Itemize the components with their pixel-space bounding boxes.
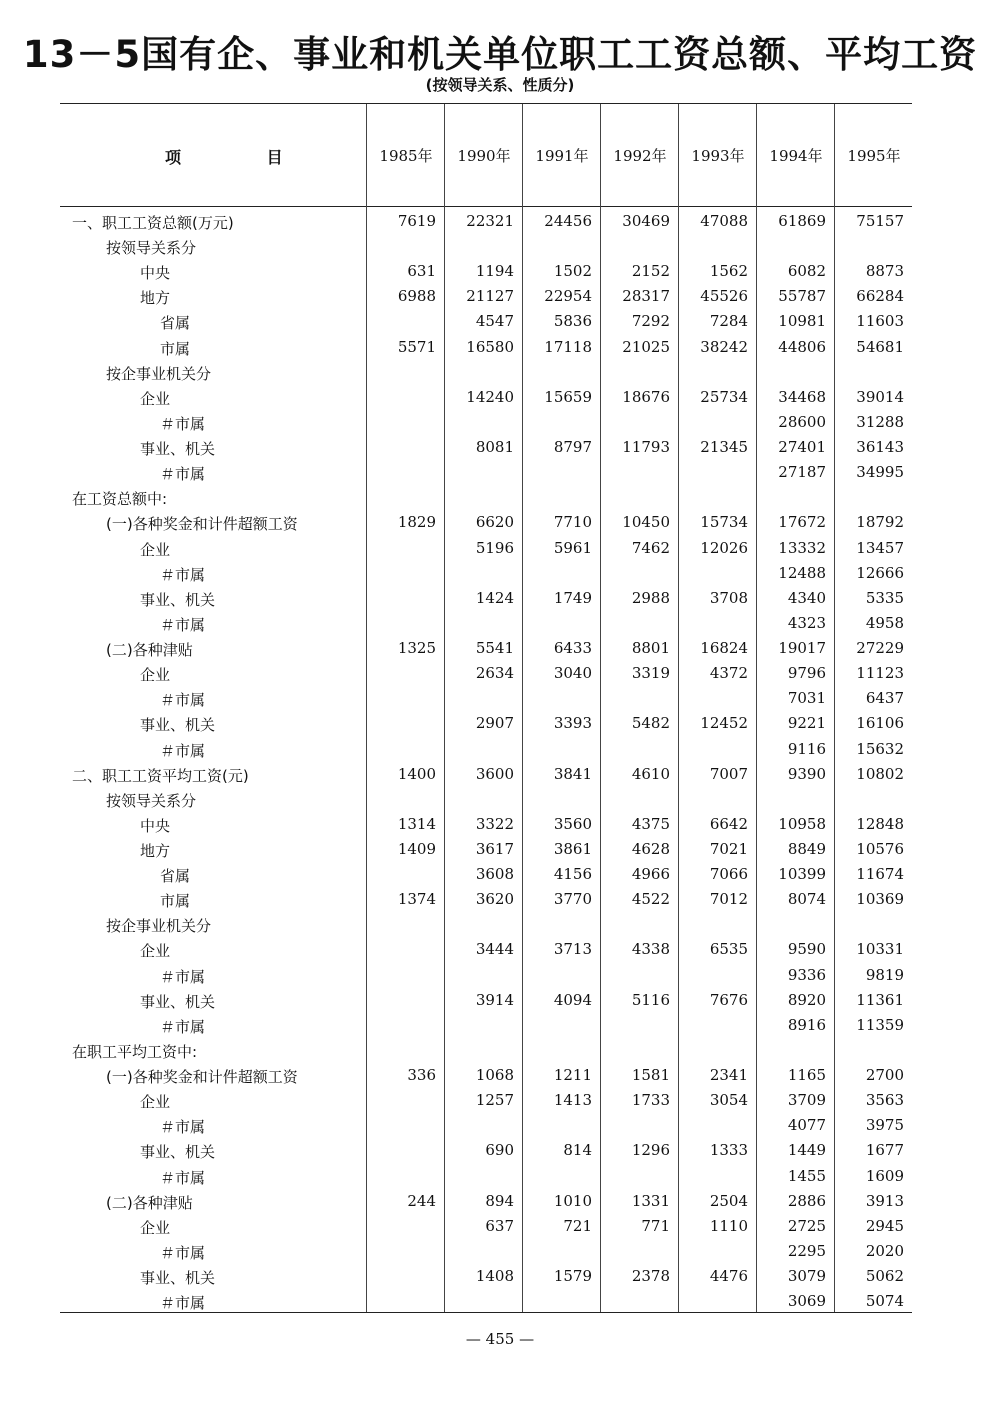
row-value: 3913	[865, 1191, 904, 1210]
row-value: 3563	[865, 1091, 904, 1110]
table-row	[0, 689, 1000, 714]
row-value: 3620	[475, 890, 514, 909]
row-label: 地方	[140, 842, 171, 860]
row-value: 1010	[553, 1191, 592, 1210]
table-row	[0, 363, 1000, 388]
row-value: 1413	[553, 1091, 592, 1110]
row-label: 市属	[160, 339, 191, 358]
top-rule	[60, 103, 912, 104]
row-value: 75157	[856, 212, 904, 230]
row-value: 38242	[700, 337, 748, 356]
table-row	[0, 1016, 1000, 1041]
row-value: 1609	[865, 1166, 904, 1185]
row-value: 10450	[622, 513, 670, 532]
table-row	[0, 1066, 1000, 1091]
row-label: 事业、机关	[140, 1269, 216, 1288]
row-value: 3708	[709, 588, 748, 607]
row-value: 637	[485, 1216, 514, 1235]
row-value: 12666	[856, 563, 904, 582]
row-label: 按领导关系分	[106, 239, 197, 258]
row-value: 11361	[856, 990, 904, 1009]
row-label: ＃市属	[160, 741, 206, 760]
row-value: 55787	[778, 287, 826, 306]
row-label: 企业	[140, 389, 171, 408]
row-value: 30469	[622, 212, 670, 230]
row-value: 13457	[856, 538, 904, 557]
row-value: 16580	[466, 337, 514, 356]
row-value: 4338	[631, 940, 670, 959]
row-value: 3600	[475, 764, 514, 783]
row-value: 8849	[787, 840, 826, 858]
row-value: 61869	[778, 212, 826, 230]
row-value: 18792	[856, 513, 904, 532]
row-value: 4610	[631, 764, 670, 783]
table-row	[0, 714, 1000, 739]
row-label: 企业	[140, 1093, 171, 1112]
table-row	[0, 413, 1000, 438]
row-value: 17672	[778, 513, 826, 532]
table-row	[0, 388, 1000, 413]
row-label: 省属	[160, 314, 191, 333]
row-value: 7284	[709, 312, 748, 331]
row-label: (一)各种奖金和计件超额工资	[106, 1068, 298, 1087]
row-value: 1409	[397, 840, 436, 858]
row-value: 7007	[709, 764, 748, 783]
row-value: 9590	[787, 940, 826, 959]
row-value: 4628	[631, 840, 670, 858]
table-row	[0, 840, 1000, 865]
row-value: 1408	[475, 1267, 514, 1286]
row-value: 8801	[631, 639, 670, 658]
row-value: 3709	[787, 1091, 826, 1110]
row-label: 中央	[140, 816, 171, 835]
row-value: 6437	[865, 689, 904, 708]
row-value: 4323	[787, 613, 826, 632]
row-value: 5836	[553, 312, 592, 331]
table-row	[0, 1141, 1000, 1166]
header-year: 1985年	[379, 147, 433, 165]
row-label: 二、职工工资平均工资(元)	[72, 766, 249, 785]
table-row	[0, 564, 1000, 589]
row-label: 按领导关系分	[106, 791, 197, 810]
row-value: 9336	[787, 965, 826, 984]
row-value: 9796	[787, 664, 826, 683]
row-label: 按企事业机关分	[106, 364, 212, 383]
row-value: 47088	[700, 212, 748, 230]
header-year: 1993年	[691, 147, 745, 165]
row-label: (二)各种津贴	[106, 641, 193, 660]
row-value: 28600	[778, 412, 826, 431]
table-row	[0, 338, 1000, 363]
row-value: 4077	[787, 1116, 826, 1135]
row-value: 12452	[700, 714, 748, 733]
row-value: 16824	[700, 639, 748, 658]
row-value: 4375	[631, 814, 670, 833]
row-value: 1211	[553, 1066, 592, 1085]
page-subtitle: (按领导关系、性质分)	[425, 76, 575, 94]
row-value: 11603	[856, 312, 904, 331]
row-value: 1829	[397, 513, 436, 532]
table-row	[0, 1091, 1000, 1116]
row-value: 721	[563, 1216, 592, 1235]
row-value: 2945	[865, 1216, 904, 1235]
row-value: 4340	[787, 588, 826, 607]
row-value: 7012	[709, 890, 748, 909]
row-label: 事业、机关	[140, 440, 216, 459]
row-value: 27401	[778, 438, 826, 457]
row-label: ＃市属	[160, 615, 206, 634]
row-value: 4958	[865, 613, 904, 632]
row-value: 2700	[865, 1066, 904, 1085]
header-year: 1990年	[457, 147, 511, 165]
table-row	[0, 488, 1000, 513]
row-value: 8920	[787, 990, 826, 1009]
row-value: 31288	[856, 412, 904, 431]
row-value: 2886	[787, 1191, 826, 1210]
table-row	[0, 212, 1000, 237]
table-row	[0, 513, 1000, 538]
row-label: 一、职工工资总额(万元)	[72, 214, 234, 232]
row-value: 11793	[622, 438, 670, 457]
row-value: 27187	[778, 463, 826, 482]
row-value: 3079	[787, 1267, 826, 1286]
row-value: 631	[407, 262, 436, 281]
row-label: 企业	[140, 1218, 171, 1237]
row-value: 45526	[700, 287, 748, 306]
row-label: ＃市属	[160, 1118, 206, 1137]
row-value: 1502	[553, 262, 592, 281]
row-value: 2341	[709, 1066, 748, 1085]
table-row	[0, 312, 1000, 337]
row-value: 8797	[553, 438, 592, 457]
row-value: 7619	[397, 212, 436, 230]
row-value: 17118	[544, 337, 592, 356]
row-value: 3914	[475, 990, 514, 1009]
row-value: 9819	[865, 965, 904, 984]
table-row	[0, 614, 1000, 639]
row-value: 3040	[553, 664, 592, 683]
row-value: 3560	[553, 814, 592, 833]
row-value: 2295	[787, 1241, 826, 1260]
table-row	[0, 1167, 1000, 1192]
row-label: 事业、机关	[140, 590, 216, 609]
row-value: 2504	[709, 1191, 748, 1210]
table-row	[0, 438, 1000, 463]
row-value: 25734	[700, 387, 748, 406]
row-value: 1749	[553, 588, 592, 607]
row-value: 34468	[778, 387, 826, 406]
row-value: 14240	[466, 387, 514, 406]
table-row	[0, 765, 1000, 790]
row-value: 10981	[778, 312, 826, 331]
table-row	[0, 966, 1000, 991]
row-value: 27229	[856, 639, 904, 658]
row-value: 6082	[787, 262, 826, 281]
row-label: 事业、机关	[140, 716, 216, 735]
row-value: 7031	[787, 689, 826, 708]
row-value: 9116	[787, 739, 826, 758]
row-value: 1677	[865, 1141, 904, 1160]
row-value: 10958	[778, 814, 826, 833]
row-label: 地方	[140, 289, 171, 308]
row-value: 1424	[475, 588, 514, 607]
row-value: 2378	[631, 1267, 670, 1286]
page-number: — 455 —	[465, 1330, 535, 1348]
row-value: 6642	[709, 814, 748, 833]
row-value: 1449	[787, 1141, 826, 1160]
row-label: (二)各种津贴	[106, 1193, 193, 1212]
table-row	[0, 790, 1000, 815]
row-value: 6535	[709, 940, 748, 959]
row-value: 3608	[475, 865, 514, 884]
row-value: 21025	[622, 337, 670, 356]
row-value: 5335	[865, 588, 904, 607]
row-label: ＃市属	[160, 691, 206, 710]
row-value: 5116	[631, 990, 670, 1009]
header-item: 项 目	[165, 148, 323, 167]
row-value: 5571	[397, 337, 436, 356]
row-value: 1296	[631, 1141, 670, 1160]
row-label: ＃市属	[160, 1017, 206, 1036]
row-value: 15632	[856, 739, 904, 758]
row-value: 1165	[787, 1066, 826, 1085]
table-row	[0, 815, 1000, 840]
row-label: 在职工平均工资中:	[72, 1042, 198, 1061]
row-value: 1257	[475, 1091, 514, 1110]
row-value: 4372	[709, 664, 748, 683]
row-label: ＃市属	[160, 565, 206, 584]
row-value: 3069	[787, 1292, 826, 1311]
row-value: 1579	[553, 1267, 592, 1286]
row-value: 10399	[778, 865, 826, 884]
row-value: 4156	[553, 865, 592, 884]
row-value: 54681	[856, 337, 904, 356]
row-value: 4476	[709, 1267, 748, 1286]
row-value: 9390	[787, 764, 826, 783]
row-value: 1455	[787, 1166, 826, 1185]
row-value: 3975	[865, 1116, 904, 1135]
table-row	[0, 940, 1000, 965]
row-label: 企业	[140, 942, 171, 961]
row-value: 4547	[475, 312, 514, 331]
row-value: 3841	[553, 764, 592, 783]
table-row	[0, 1292, 1000, 1317]
row-label: 中央	[140, 264, 171, 283]
row-value: 13332	[778, 538, 826, 557]
row-value: 3054	[709, 1091, 748, 1110]
row-label: 在工资总额中:	[72, 490, 168, 509]
row-label: ＃市属	[160, 465, 206, 484]
row-label: 按企事业机关分	[106, 917, 212, 936]
row-value: 21127	[466, 287, 514, 306]
row-value: 2988	[631, 588, 670, 607]
row-value: 1314	[397, 814, 436, 833]
row-value: 8081	[475, 438, 514, 457]
row-label: (一)各种奖金和计件超额工资	[106, 515, 298, 534]
row-value: 15659	[544, 387, 592, 406]
row-value: 19017	[778, 639, 826, 658]
row-value: 5062	[865, 1267, 904, 1286]
row-value: 1331	[631, 1191, 670, 1210]
row-value: 2907	[475, 714, 514, 733]
row-value: 16106	[856, 714, 904, 733]
row-value: 7066	[709, 865, 748, 884]
table-row	[0, 1041, 1000, 1066]
row-value: 4094	[553, 990, 592, 1009]
row-value: 1400	[397, 764, 436, 783]
row-label: ＃市属	[160, 967, 206, 986]
row-value: 3617	[475, 840, 514, 858]
row-value: 8074	[787, 890, 826, 909]
row-value: 1194	[475, 262, 514, 281]
header-year: 1992年	[613, 147, 667, 165]
row-label: ＃市属	[160, 1168, 206, 1187]
row-label: ＃市属	[160, 1243, 206, 1262]
header-year: 1991年	[535, 147, 589, 165]
table-row	[0, 262, 1000, 287]
row-value: 7292	[631, 312, 670, 331]
table-row	[0, 991, 1000, 1016]
row-value: 10369	[856, 890, 904, 909]
row-value: 7021	[709, 840, 748, 858]
table-row	[0, 915, 1000, 940]
row-value: 11359	[856, 1015, 904, 1034]
row-value: 1733	[631, 1091, 670, 1110]
row-label: 企业	[140, 540, 171, 559]
row-value: 12848	[856, 814, 904, 833]
row-value: 7710	[553, 513, 592, 532]
row-value: 4522	[631, 890, 670, 909]
row-value: 4966	[631, 865, 670, 884]
row-value: 2020	[865, 1241, 904, 1260]
row-value: 3322	[475, 814, 514, 833]
row-value: 5074	[865, 1292, 904, 1311]
row-label: ＃市属	[160, 1294, 206, 1313]
table-row	[0, 865, 1000, 890]
row-value: 9221	[787, 714, 826, 733]
header-year: 1995年	[847, 147, 901, 165]
row-value: 5541	[475, 639, 514, 658]
table-row	[0, 539, 1000, 564]
row-label: 市属	[160, 892, 191, 911]
row-value: 3861	[553, 840, 592, 858]
row-label: 省属	[160, 867, 191, 886]
row-value: 5482	[631, 714, 670, 733]
row-value: 6620	[475, 513, 514, 532]
row-value: 22321	[466, 212, 514, 230]
table-row	[0, 639, 1000, 664]
row-label: 事业、机关	[140, 1143, 216, 1162]
row-value: 10331	[856, 940, 904, 959]
row-value: 8873	[865, 262, 904, 281]
row-value: 12488	[778, 563, 826, 582]
row-value: 1562	[709, 262, 748, 281]
row-value: 244	[407, 1191, 436, 1210]
row-value: 3393	[553, 714, 592, 733]
row-value: 15734	[700, 513, 748, 532]
row-value: 2725	[787, 1216, 826, 1235]
row-value: 1110	[709, 1216, 748, 1235]
table-row	[0, 740, 1000, 765]
row-value: 814	[563, 1141, 592, 1160]
table-row	[0, 1192, 1000, 1217]
row-value: 7676	[709, 990, 748, 1009]
row-value: 21345	[700, 438, 748, 457]
page-title: 13－5国有企、事业和机关单位职工工资总额、平均工资	[22, 33, 978, 76]
row-value: 1068	[475, 1066, 514, 1085]
row-value: 3713	[553, 940, 592, 959]
table-row	[0, 287, 1000, 312]
row-value: 3770	[553, 890, 592, 909]
row-value: 10802	[856, 764, 904, 783]
table-row	[0, 664, 1000, 689]
row-value: 1374	[397, 890, 436, 909]
table-row	[0, 463, 1000, 488]
row-value: 2634	[475, 664, 514, 683]
table-row	[0, 589, 1000, 614]
table-row	[0, 890, 1000, 915]
header-year: 1994年	[769, 147, 823, 165]
row-value: 22954	[544, 287, 592, 306]
row-value: 6988	[397, 287, 436, 306]
table-row	[0, 1217, 1000, 1242]
row-value: 894	[485, 1191, 514, 1210]
row-value: 1333	[709, 1141, 748, 1160]
row-value: 24456	[544, 212, 592, 230]
table-row	[0, 1267, 1000, 1292]
table-row	[0, 1242, 1000, 1267]
row-label: ＃市属	[160, 414, 206, 433]
row-value: 36143	[856, 438, 904, 457]
row-value: 3319	[631, 664, 670, 683]
row-value: 1325	[397, 639, 436, 658]
row-value: 12026	[700, 538, 748, 557]
row-value: 771	[641, 1216, 670, 1235]
row-value: 34995	[856, 463, 904, 482]
row-value: 336	[407, 1066, 436, 1085]
row-value: 66284	[856, 287, 904, 306]
row-value: 2152	[631, 262, 670, 281]
table-row	[0, 1116, 1000, 1141]
row-label: 事业、机关	[140, 992, 216, 1011]
row-value: 28317	[622, 287, 670, 306]
row-value: 5196	[475, 538, 514, 557]
table-row	[0, 237, 1000, 262]
row-value: 1581	[631, 1066, 670, 1085]
row-value: 18676	[622, 387, 670, 406]
row-value: 8916	[787, 1015, 826, 1034]
row-value: 3444	[475, 940, 514, 959]
row-value: 7462	[631, 538, 670, 557]
row-label: 企业	[140, 666, 171, 685]
row-value: 10576	[856, 840, 904, 858]
row-value: 6433	[553, 639, 592, 658]
row-value: 5961	[553, 538, 592, 557]
row-value: 39014	[856, 387, 904, 406]
row-value: 11674	[856, 865, 904, 884]
header-rule	[60, 206, 912, 207]
row-value: 44806	[778, 337, 826, 356]
row-value: 11123	[856, 664, 904, 683]
row-value: 690	[485, 1141, 514, 1160]
